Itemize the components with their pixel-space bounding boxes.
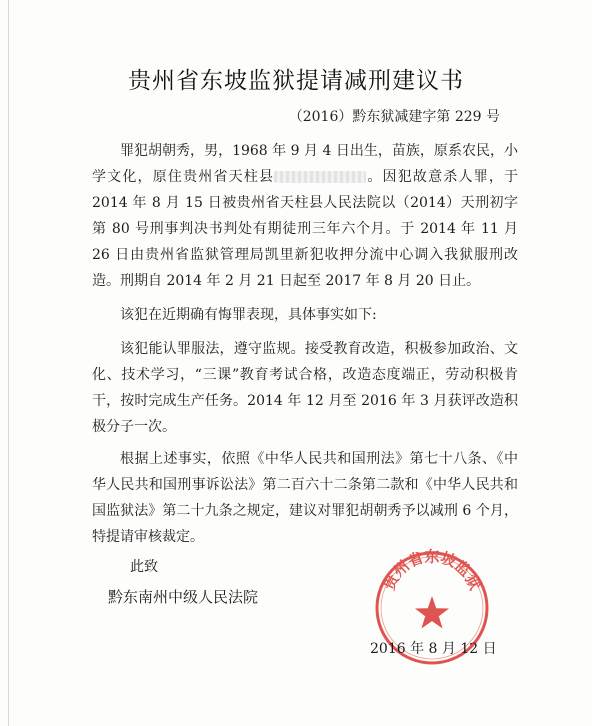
document-number: （2016）黔东狱减建字第 229 号	[288, 109, 500, 125]
paragraph-criminal-info	[92, 138, 518, 294]
paragraph-legal-basis: 根据上述事实，依照《中华人民共和国刑法》第七十八条、《中华人民共和国刑事诉讼法》第二百六十二条第二款和《中华人民共和国监狱法》第二十九条之规定，建议对罪犯胡朝秀予以减刑 6 个月，特提请审核裁定。	[92, 451, 518, 545]
paragraph-text: 罪犯胡朝秀，男，1968 年 9 月 4 日出生，苗族，原系农民，小学文化，原住贵州省天柱县	[92, 143, 518, 185]
seal-text: 贵州省东坡监狱	[379, 548, 485, 593]
salutation: 此致	[130, 559, 158, 575]
recipient: 黔东南州中级人民法院	[108, 588, 259, 606]
redacted-address	[274, 171, 366, 183]
paragraph-text: 。因犯故意杀人罪，于 2014 年 8 月 15 日被贵州省天柱县人民法院以（2014）天刑初字第 80 号刑事判决书判处有期徒刑三年六个月。于 2014 年 11 月 26 日由贵州省监狱管理局凯里新犯收押分流中心调入我狱服刑改造。刑期自 2014 年 2 月 21 日起至 2017 年 8 月 20 日止。	[92, 169, 519, 289]
scan-edge	[8, 0, 9, 726]
star-icon	[415, 596, 449, 629]
document-title: 贵州省东坡监狱提请减刑建议书	[128, 68, 464, 94]
paragraph-intro: 该犯在近期确有悔罪表现，具体事实如下:	[120, 307, 377, 323]
document-date: 2016 年 8 月 12 日	[370, 641, 497, 657]
paragraph-facts: 该犯能认罪服法，遵守监规。接受教育改造，积极参加政治、文化、技术学习，“三课”教育考试合格，改造态度端正，劳动积极肯干，按时完成生产任务。2014 年 12 月至 2016 年 3 月获评改造积极分子一次。	[92, 341, 518, 435]
